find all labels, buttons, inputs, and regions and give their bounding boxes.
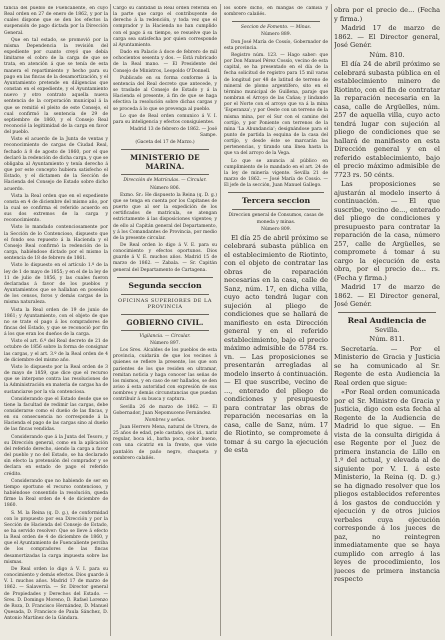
divider-rule bbox=[121, 314, 209, 315]
paragraph: El día 24 de abril próximo se celebrará subasta pública en el establecimiento minero de Riotinto, con el fin de contratar la reparación necesaria en la casa, calle de Argüelles, núm. 257 de aquella villa, cuyo acto tendrá lugar con sujeción al pliego de condiciones que se hallará de manifiesto en esta Dirección general y en el referido establecimiento, bajo el precio máximo admisible de 7723 rs. 50 cénts. bbox=[334, 60, 440, 179]
paragraph: Lo que de Real orden comunico á V. I. para su inteligencia y efectos consiguientes. bbox=[113, 113, 217, 125]
column-divider bbox=[331, 4, 332, 636]
paragraph: Vista la Real orden que en el expediente consta en 4 de diciembre del mismo año, por la cual se confirma el referido acuerdo en sus dos extremos de la carga y reconocimiento. bbox=[4, 193, 108, 224]
paragraph: obra por el precio de... (Fecha y firma.) bbox=[334, 6, 440, 23]
divider-rule bbox=[228, 192, 324, 193]
section-heading-marina: MINISTERIO DE MARINA. bbox=[130, 153, 200, 172]
notice-number: Núm. 811. bbox=[369, 335, 405, 343]
paragraph: El día 25 de abril próximo se celebrará subasta pública en el establecimiento de Riotinto, con el objeto de contratar las obras de reparación necesarias en la casa, calle de Sanz, núm. 17, en dicha villa, cuyo acto tendrá lugar con sujeción al pliego de condiciones que se hallará de manifiesto en esta Dirección general y en el referido establecimiento, bajo el precio máximo admisible de 5784 rs. vn. — Las proposiciones se presentarán arregladas al modelo inserto á continuación. — El que suscribe, vecino de ..., enterado del pliego de condiciones y presupuesto para contratar las obras de reparación necesarias en la casa, calle de Sanz, núm. 17 de Riotinto, se compromete á tomar á su cargo la ejecución de esta bbox=[224, 233, 328, 455]
paragraph: tancia del pueblo de Fuencaliente, en cuyo Real orden en 27 de enero de 1862, y por la cuales dispone que se den los efectos la suspensión de pago dictada por la Dirección General. bbox=[4, 6, 108, 36]
notice-number: Número 889. bbox=[260, 32, 292, 38]
paragraph: Don José María de Cossío, Gobernador de esta provincia. bbox=[224, 39, 328, 51]
divider-rule bbox=[121, 330, 209, 331]
paragraph: Visto lo mandado contenciosamente por la Sección de lo Contencioso, dispuesto que el fondo sea repuesto á la Hacienda y el Consejo Real confirmó la redención de la carga, habiéndose dictado por el mismo la sentencia de 18 de febrero de 1861. bbox=[4, 225, 108, 262]
paragraph: Visto lo dispuesto en el artículo 1.º de la ley de 1 de mayo de 1855; y en el de la ley de 11 de julio de 1856, y las cuales fueron declaradas á favor de los pueblos y Ayuntamientos que se hallaban en posesión de los censos, foros y demás cargas de la misma naturaleza. bbox=[4, 263, 108, 306]
column-divider bbox=[110, 4, 111, 636]
paragraph: Que en tal estado, se promovió por la misma Dependencia la revisión del expediente por cuanto creyó que debía limitarse el cobro de la carga de que se trata, en atención á que se tenía de esta manera el repartimiento y hecho para su pago en las fincas de la desamortización, y el Ayuntamiento pretende en diligencias que constan en el expediente, y el Ayuntamiento nuevo y otro contrato aquella nueva sentencia de la corporación municipal á la que se remitió el pleito de este Consejo, el cual confirmó la sentencia de 29 de septiembre de 1860, y el Consejo Real reconoció la legitimidad de la carga en favor del pueblo. bbox=[4, 37, 108, 136]
text-column-3 bbox=[224, 6, 328, 636]
section-heading-audiencia: Real Audiencia de bbox=[347, 315, 427, 325]
paragraph: Considerando que á la Junta del Tesoro, y su Dirección general, como en la aplicación del referido derecho, siendo la carga a favor del pueblo y no del Estado, se ha declarado sin efecto la pretensión del comprador y se declara en estado de pago el referido crédito. bbox=[4, 434, 108, 477]
divider-rule bbox=[232, 209, 320, 210]
subheading: Nombres y señas. bbox=[144, 417, 186, 423]
paragraph: Las proposiciones se ajustarán al modelo inserto á continuación. — El que suscribe, vecino de..., enterado del pliego de condiciones y presupuesto para contratar la reparación de la casa, número 257, calle de Argüelles, se compromete á tomar á su cargo la ejecución de esta obra, por el precio de... rs. (Fecha y firma.) bbox=[334, 180, 440, 282]
paragraph: Visto el art. 6.º del Real decreto de 21 de octubre de 1856 sobre la forma de consignar las cargas, y el art. 3.º de la Real orden de 4 de diciembre del mismo año. bbox=[4, 339, 108, 363]
notice-number: Número 897. bbox=[149, 340, 181, 346]
column-divider bbox=[220, 4, 221, 636]
divider-rule bbox=[117, 277, 213, 278]
paragraph: Visto lo dispuesto por la Real orden de 3 de mayo de 1859, que dice que el recurso que se interpone contra las resoluciones de la Administración en materia de cargas ha de sustanciarse por la vía contenciosa. bbox=[4, 364, 108, 395]
paragraph: Los Sres. Alcaldes de los pueblos de esta provincia, cuidarán de que los vecinos á quienes se refiere la presente, los que son parientes de los que residen en ultramar, remitan noticia y haga conocer las señas de los mismos, y en caso de ser hallados, se den aviso á esta autoridad con expresión de sus nombres y demás circunstancias que puedan contribuir á su busca y captura. bbox=[113, 348, 217, 403]
divider-rule bbox=[338, 312, 436, 313]
paragraph: Secretaría. — Por el Ministerio de Gracia y Justicia se ha comunicado al Sr. Regente de esta Audiencia la Real orden que sigue: bbox=[334, 344, 440, 387]
subheading: Direccion general de Consumos, casas de moneda y minas. bbox=[228, 213, 324, 225]
text-column-2 bbox=[113, 6, 217, 636]
paragraph: Exmo. Sr.: He dispuesto la Reina (q. D. g.) que se tenga en cuenta por los Capitanes de puerto que al ser la expedición de los certificados de matrícula, se atengan estrictamente á las disposiciones vigentes; y de ello al Capitán general del Departamento, y á los Comandantes de Provincia, por medio de la presente circular. bbox=[113, 192, 217, 241]
signature-line: Madrid 17 de marzo de 1862. — El Director general, José Genér. bbox=[334, 24, 440, 49]
section-heading-tercera: Tercera seccion bbox=[241, 196, 311, 206]
notice-number: Número 806. bbox=[149, 185, 181, 191]
paragraph: Publicado en su forma conforme á la sentencia del Real decreto que antecede, y se traslade al Consejo de Estado y á la Hacienda el presente, á fin de que se haga efectiva la resolución sobre dichas cargas y se proceda á lo que se prevenga al pueblo. bbox=[113, 75, 217, 112]
subheading: Sevilla. bbox=[374, 325, 400, 334]
divider-rule bbox=[121, 149, 209, 150]
signature-line: Madrid 17 de marzo de 1862. — El Director general, José Genér. bbox=[334, 283, 440, 308]
paragraph: Sevilla 26 de marzo de 1862. — El Gobernador, Juan Nepomuceno Fernández. bbox=[113, 404, 217, 416]
text-column-4 bbox=[334, 6, 440, 636]
paragraph: Dado en Palacio á doce de febrero de mil ochocientos sesenta y dos. — Está rubricado de la Real mano. — El Presidente del Consejo de Ministros, Leopoldo O'Donnell. bbox=[113, 50, 217, 74]
divider-rule bbox=[121, 294, 209, 295]
subheading: Vigilancia. — Circular. bbox=[139, 333, 191, 339]
paragraph: Cargo su cantidad la Real orden referida en la parte que cargo el contribuyente de derecho á la redención, y toda vez que el comprador y la Hacienda no han cumplido con el pago á su tiempo, se resuelve que la carga sea satisfecha por quien corresponde al Ayuntamiento. bbox=[113, 6, 217, 48]
notice-number: Núm. 810. bbox=[369, 50, 405, 59]
paragraph: S. M. la Reina (q. D. g.), de conformidad con lo propuesto por esa Dirección y por la Sección de Hacienda del Consejo de Estado, se ha servido resolver: Que se lleve á efecto la Real orden de 4 de diciembre de 1860, y que el Ayuntamiento de Fuencaliente perciba de los compradores de las fincas desamortizadas la carga impuesta sobre las mismas. bbox=[4, 510, 108, 565]
paragraph: Visto el acuerdo de la Junta de ventas y reconocimiento de cargas de Ciudad Real, fechado á 8 de agosto de 1860, por el que declaró la redención de dicha carga, y que se obligaba al Ayuntamiento y tenía derecho á que por este concepto hubiera satisfecho el Estado, y el dictamen de la Sección de Hacienda del Consejo de Estado sobre dicho acuerdo. bbox=[4, 137, 108, 192]
paragraph: Lo que se anuncia al público en cumplimiento de lo mandado en el art. 24 de la ley de minería vigente. Sevilla 21 de marzo de 1862. — José María de Cossío. — El jefe de la sección, Juan Manuel Gallego. bbox=[224, 158, 328, 189]
gaceta-reference: (Gaceta del 17 de Marzo.) bbox=[135, 140, 195, 146]
heading-gobierno-civil: GOBIERNO CIVIL. bbox=[126, 317, 204, 327]
paragraph: Considerando que no habiendo de ser en tiempo oportuno el recurso contencioso, y habiéndose consentido la resolución, queda firme la Real orden de 4 de diciembre de 1860. bbox=[4, 478, 108, 509]
subheading: Dirección de Matrículas. — Circular. bbox=[123, 178, 207, 184]
paragraph: De Real orden lo digo á V. I. para su conocimiento y demás efectos. Dios guarde á V. I. muchos años. Madrid 17 de marzo de 1862. — Salaverría. — Sr. Director general de Propiedades y Derechos del Estado. — Sres. D. Domingo Moreno, D. Rafael Lorenzo de Roza, D. Francisco Hernández, D. Manuel Quesada, D. Francisco de Paula Sánchez, D. Antonio Martínez de la Gándara. bbox=[4, 566, 108, 622]
divider-rule bbox=[232, 21, 320, 22]
signature-line: Madrid 13 de febrero de 1862. — José Sampe. bbox=[129, 126, 217, 139]
paragraph: Juan Herrero Mena, natural de Utrera, de 25 años de edad, pelo castaño, ojos id., nariz regular, boca id., barba poca, color bueno, con una cicatriz en la frente, que viste pantalón de paño negro, chaqueta y sombrero calañés. bbox=[113, 424, 217, 461]
paragraph: Registro núm. 123. — Hago saber: que por Don Manuel Pérez Cossío, vecino de esta capital, se ha presentado en el día de la fecha solicitud de registro para 15 mil varas de longitud por 48 de latitud de terreno de mineral de plomo argentífero, sito en el término municipal de Guillena, paraje que nombran el Arroyo de las Cañas; y lindando por el Norte con el arroyo que va á la mina 'Esperanza'; y por Oeste con un terreno de la misma mina, por el Sur con el camino del cortijo, y por Poniente con terrenos de la mina 'La Abundancia'; designándose para el punto de partida la esquina de la casa del cortijo, y desde éste se marcarán las pertenencias, y tirando una línea hasta la que va del arroyo de la Vega. bbox=[224, 52, 328, 157]
text-column-1 bbox=[4, 6, 108, 636]
paragraph: Vista la Real orden de 19 de junio de 1861; y Ayuntamiento, con el objeto de que no se trate el pago á los compradores de fincas del Estado, y que se reconoció por fin á los que eran los dueños de la carga. bbox=[4, 307, 108, 338]
paragraph: Considerando que el Estado desde que se tiene la facultad de redimir las cargas, debe considerarse como el dueño de las fincas, y en su consecuencia no corresponde á la Hacienda el pago de las cargas sino al dueño de las fincas vendidas. bbox=[4, 396, 108, 433]
divider-rule bbox=[121, 174, 209, 175]
paragraph: los sobre dicho, en mangas de camisa y sombrero calañés. bbox=[224, 6, 328, 18]
section-heading-segunda: Segunda seccion bbox=[128, 280, 202, 290]
subheading: Seccion de Fomento. — Minas. bbox=[240, 25, 312, 31]
subheading-oficinas: OFICINAS SUPERIORES DE LA PROVINCIA bbox=[118, 297, 212, 311]
paragraph: «Por Real orden comunicada por el Sr. Ministro de Gracia y Justicia, digo con esta fecha al Regente de la Audiencia de Madrid lo que sigue. — En vista de la consulta dirigida á ese Regente por el Juez de primera instancia de Lillo en 1.º del actual, y elevada al de siguiente por V. I. á este Ministerio, la Reina (q. D. g.) se ha dignado resolver que los pliegos establecidos referentes á los gastos de conducción y ejecución y de otros juicios verbales cuya ejecución corresponde á los jueces de paz, no reintegren inmediatamente que se haya cumplido con arreglo á las leyes de procedimiento, los jueces de primera instancia respecto bbox=[334, 388, 440, 583]
notice-number: Número 809. bbox=[260, 226, 292, 232]
paragraph: De Real orden lo digo á V. E. para su conocimiento y efectos oportunos. Dios guarde á V. E. muchos años. Madrid 15 de marzo de 1862. — Zabala. — Sr. Capitán general del Departamento de Cartagena. bbox=[113, 243, 217, 273]
